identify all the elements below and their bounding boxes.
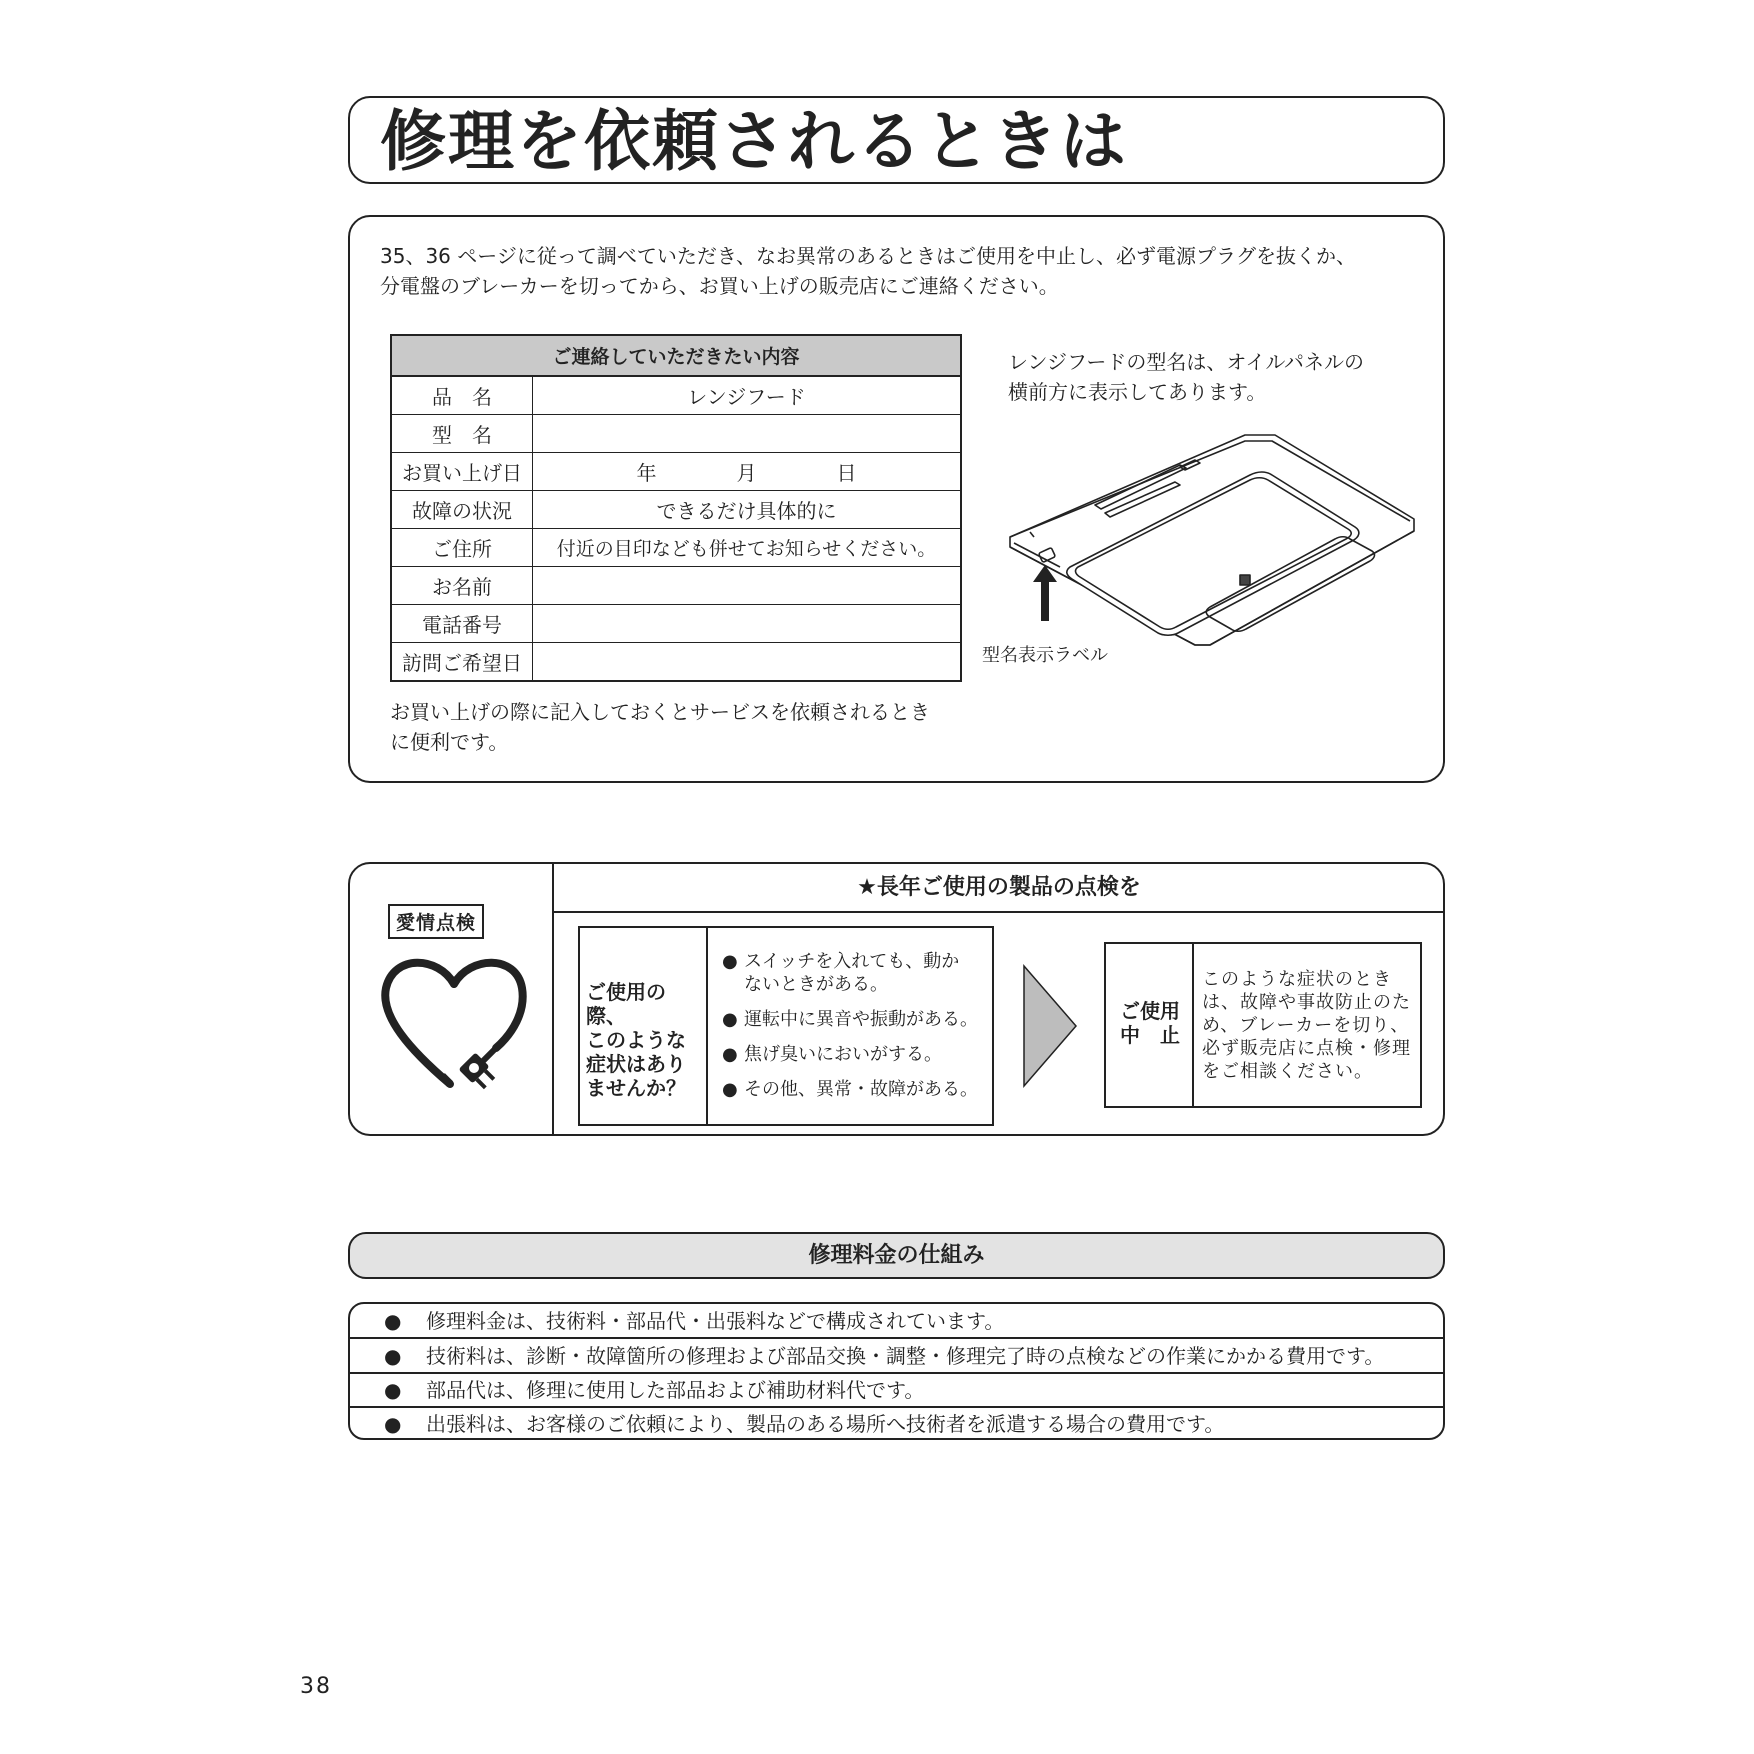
- list-item: [350, 1373, 1443, 1407]
- table-row: [391, 605, 961, 643]
- row-value: 年 月 日: [533, 453, 962, 491]
- title-box: [348, 96, 1445, 184]
- row-value: [533, 605, 962, 643]
- fee-item-text: 修理料金は、技術料・部品代・出張料などで構成されています。: [426, 1309, 1005, 1333]
- table-row: [391, 643, 961, 682]
- bullet-icon: ●: [722, 1044, 738, 1065]
- stop-use-label-cell: [1106, 944, 1194, 1106]
- inspection-box: [348, 862, 1445, 1136]
- list-item: [722, 1043, 992, 1066]
- fee-section-header: 修理料金の仕組み: [348, 1232, 1445, 1279]
- heart-plug-icon: [376, 954, 532, 1094]
- stop-text-line: をご相談ください。: [1202, 1061, 1373, 1082]
- symptom-text: スイッチを入れても、動か: [744, 951, 960, 972]
- contact-table-header: ご連絡していただきたい内容: [391, 335, 961, 376]
- symptom-question-cell: [580, 928, 708, 1124]
- row-label: 型 名: [391, 415, 533, 453]
- stop-text-line: このような症状のとき: [1202, 969, 1392, 990]
- row-value: [533, 643, 962, 682]
- row-label: ご住所: [391, 529, 533, 567]
- contact-table: [390, 334, 962, 682]
- intro-text: [380, 241, 1430, 301]
- model-note-line-2: 横前方に表示してあります。: [1008, 380, 1267, 404]
- bullet-icon: ●: [384, 1309, 402, 1333]
- question-line: 症状はあり: [586, 1052, 686, 1076]
- row-value: できるだけ具体的に: [533, 491, 962, 529]
- row-value: [533, 567, 962, 605]
- divider: [554, 911, 1444, 913]
- row-label: 故障の状況: [391, 491, 533, 529]
- page-title: 修理を依頼されるときは: [380, 103, 1128, 180]
- table-note-line-2: に便利です。: [390, 730, 509, 754]
- bullet-icon: ●: [384, 1344, 402, 1368]
- label-caption: 型名表示ラベル: [982, 645, 1108, 666]
- stop-use-box: [1104, 942, 1422, 1108]
- symptom-question: [586, 980, 704, 1100]
- question-line: このような: [586, 1028, 686, 1052]
- list-item: [722, 1008, 992, 1031]
- symptom-text: 運転中に異音や振動がある。: [744, 1009, 978, 1030]
- bullet-icon: ●: [384, 1378, 402, 1402]
- model-note-line-1: レンジフードの型名は、オイルパネルの: [1008, 350, 1364, 374]
- row-label: 電話番号: [391, 605, 533, 643]
- list-item: [722, 950, 992, 996]
- symptom-text: 焦げ臭いにおいがする。: [744, 1044, 942, 1065]
- symptom-text: ないときがある。: [744, 974, 888, 995]
- row-label: 訪問ご希望日: [391, 643, 533, 682]
- fee-item-text: 技術料は、診断・故障箇所の修理および部品交換・調整・修理完了時の点検などの作業にかかる費用です。: [426, 1344, 1385, 1368]
- inspection-header: ★長年ご使用の製品の点検を: [857, 875, 1141, 900]
- list-item: [350, 1339, 1443, 1373]
- row-value: 付近の目印なども併せてお知らせください。: [533, 529, 962, 567]
- affection-inspection-badge: 愛情点検: [388, 904, 484, 939]
- intro-line-2: 分電盤のブレーカーを切ってから、お買い上げの販売店にご連絡ください。: [380, 274, 1059, 298]
- list-item: [350, 1407, 1443, 1441]
- right-arrow-icon: [1020, 964, 1080, 1088]
- table-row: [391, 376, 961, 415]
- symptom-box: [578, 926, 994, 1126]
- symptom-text: その他、異常・故障がある。: [744, 1079, 978, 1100]
- list-item: [350, 1304, 1443, 1338]
- fee-item-text: 出張料は、お客様のご依頼により、製品のある場所へ技術者を派遣する場合の費用です。: [426, 1412, 1225, 1436]
- stop-label-line: 中 止: [1120, 1023, 1180, 1047]
- repair-info-box: [348, 215, 1445, 783]
- label-pointer-arrow: [1033, 565, 1057, 621]
- row-value: [533, 415, 962, 453]
- table-row: [391, 567, 961, 605]
- stop-label-line: ご使用: [1120, 999, 1180, 1023]
- intro-line-1: 35、36 ページに従って調べていただき、なお異常のあるときはご使用を中止し、必ず電源プラグを抜くか、: [380, 244, 1357, 268]
- stop-text-line: め、ブレーカーを切り、: [1202, 1015, 1410, 1036]
- table-note: [390, 697, 970, 757]
- fee-list-box: [348, 1302, 1445, 1440]
- list-item: [722, 1078, 992, 1101]
- bullet-icon: ●: [384, 1412, 402, 1436]
- fee-item-text: 部品代は、修理に使用した部品および補助材料代です。: [426, 1378, 925, 1402]
- symptom-list: [722, 950, 992, 1113]
- table-row: [391, 415, 961, 453]
- stop-use-label: [1106, 999, 1194, 1047]
- contact-table-header-row: [391, 335, 961, 376]
- row-label: 品 名: [391, 376, 533, 415]
- question-line: ご使用の際、: [586, 980, 666, 1028]
- table-note-line-1: お買い上げの際に記入しておくとサービスを依頼されるとき: [390, 700, 930, 724]
- stop-use-text: [1202, 968, 1418, 1083]
- stop-text-line: は、故障や事故防止のた: [1202, 992, 1411, 1013]
- row-label: お買い上げ日: [391, 453, 533, 491]
- table-row: [391, 453, 961, 491]
- bullet-icon: ●: [722, 1009, 738, 1030]
- table-row: [391, 491, 961, 529]
- stop-text-line: 必ず販売店に点検・修理: [1202, 1038, 1411, 1059]
- bullet-icon: ●: [722, 951, 738, 972]
- bullet-icon: ●: [722, 1079, 738, 1100]
- table-row: [391, 529, 961, 567]
- page-number: 38: [300, 1674, 332, 1699]
- row-label: お名前: [391, 567, 533, 605]
- model-name-note: [1008, 347, 1428, 407]
- row-value: レンジフード: [533, 376, 962, 415]
- question-line: ませんか？: [586, 1076, 686, 1100]
